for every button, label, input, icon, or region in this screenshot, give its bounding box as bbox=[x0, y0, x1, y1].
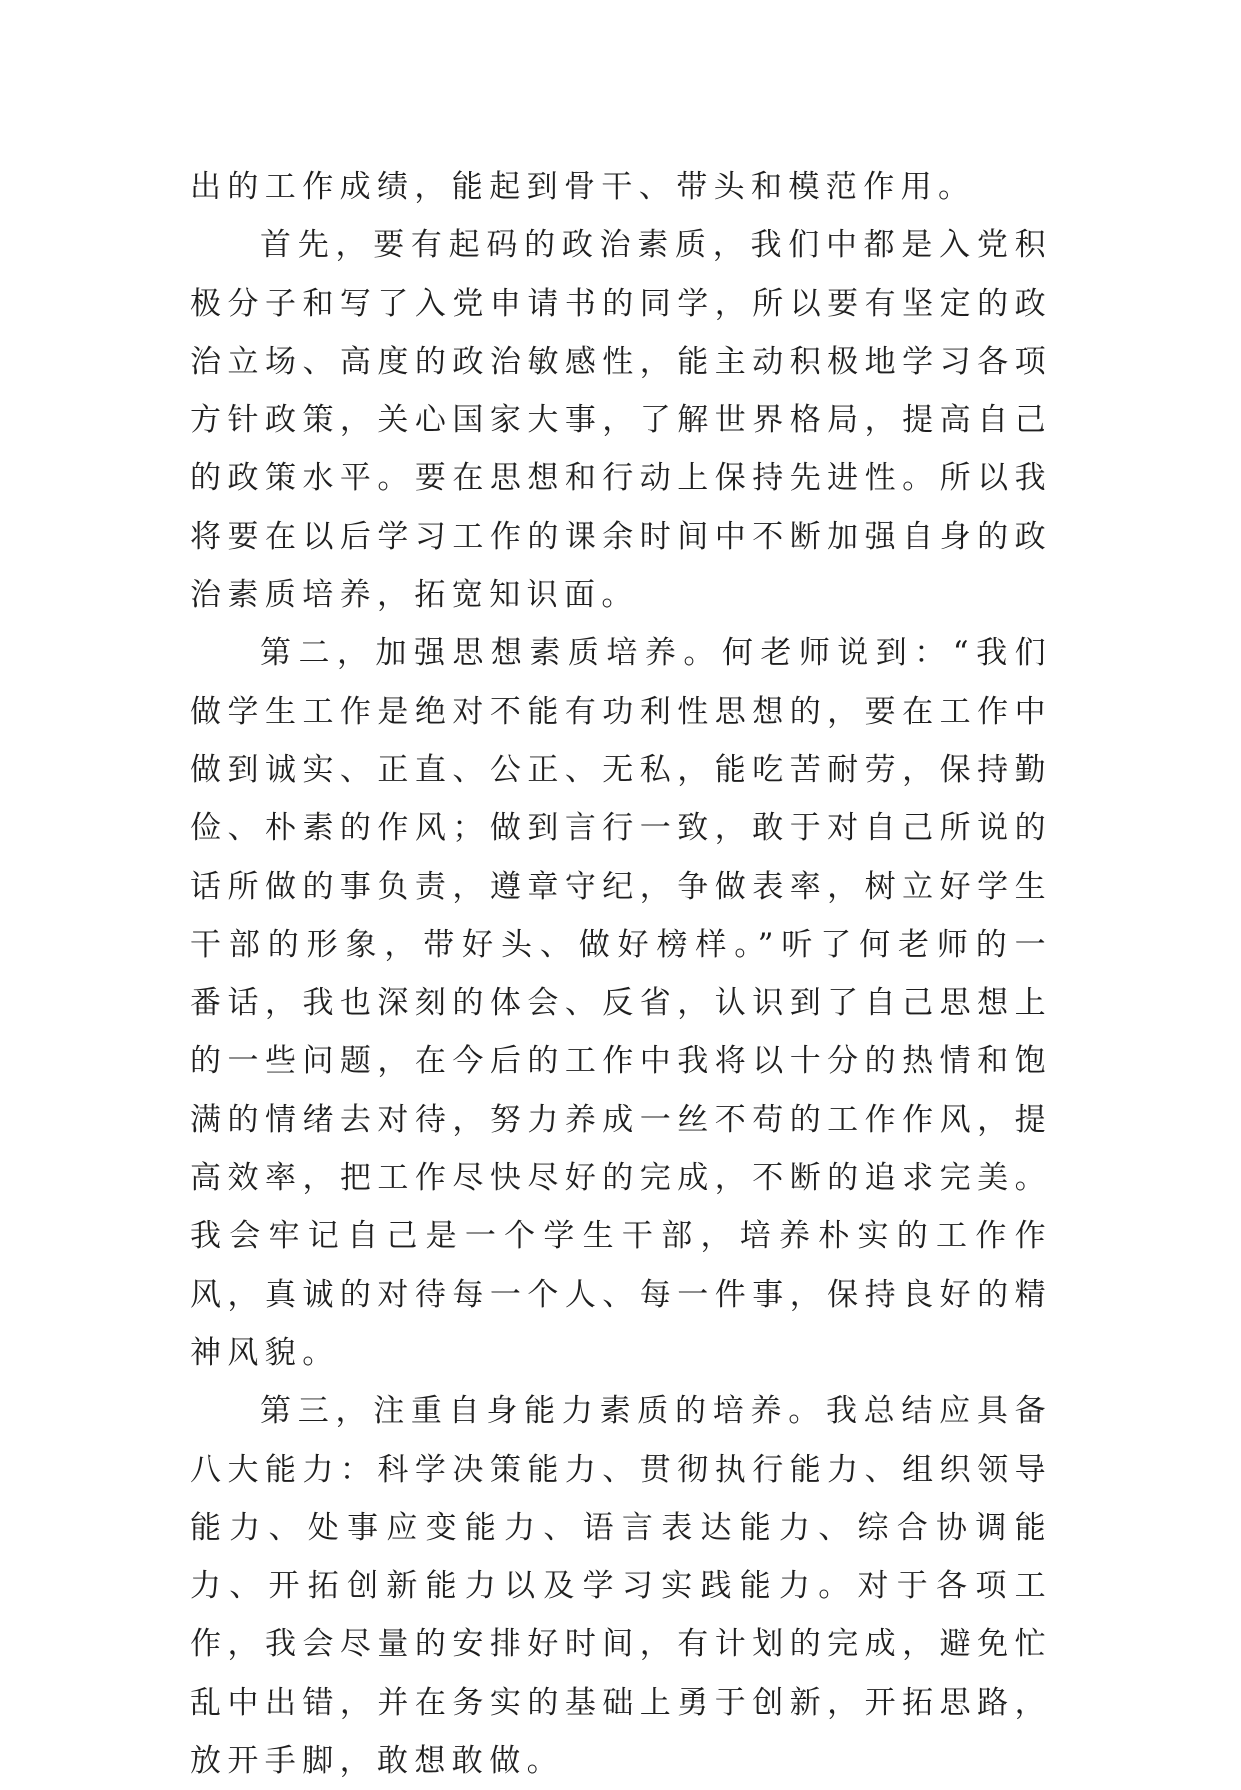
paragraph-continuation: 出的工作成绩，能起到骨干、带头和模范作用。 bbox=[190, 169, 976, 205]
paragraph-ideological-quality: 第二，加强思想素质培养。何老师说到：“我们做学生工作是绝对不能有功利性思想的，要在工作中做到诚实、正直、公正、无私，能吃苦耐劳，保持勤俭、朴素的作风；做到言行一致，敢于对自己所说的话所做的事负责，遵章守纪，争做表率，树立好学生干部的形象，带好头、做好榜样。”听了何老师的一番话，我也深刻的体会、反省，认识到了自己思想上的一些问题，在今后的工作中我将以十分的热情和饱满的情绪去对待，努力养成一丝不苟的工作作风，提高效率，把工作尽快尽好的完成，不断的追求完美。我会牢记自己是一个学生干部，培养朴实的工作作风，真诚的对待每一个人、每一件事，保持良好的精神风貌。 bbox=[190, 635, 1052, 1371]
document-body bbox=[190, 158, 1052, 1790]
paragraph-political-quality: 首先，要有起码的政治素质，我们中都是入党积极分子和写了入党申请书的同学，所以要有坚定的政治立场、高度的政治敏感性，能主动积极地学习各项方针政策，关心国家大事，了解世界格局，提高自己的政策水平。要在思想和行动上保持先进性。所以我将要在以后学习工作的课余时间中不断加强自身的政治素质培养，拓宽知识面。 bbox=[190, 227, 1052, 614]
paragraph-ability-quality: 第三，注重自身能力素质的培养。我总结应具备八大能力：科学决策能力、贯彻执行能力、组织领导能力、处事应变能力、语言表达能力、综合协调能力、开拓创新能力以及学习实践能力。对于各项工作，我会尽量的安排好时间，有计划的完成，避免忙乱中出错，并在务实的基础上勇于创新，开拓思路，放开手脚，敢想敢做。 bbox=[190, 1393, 1052, 1780]
